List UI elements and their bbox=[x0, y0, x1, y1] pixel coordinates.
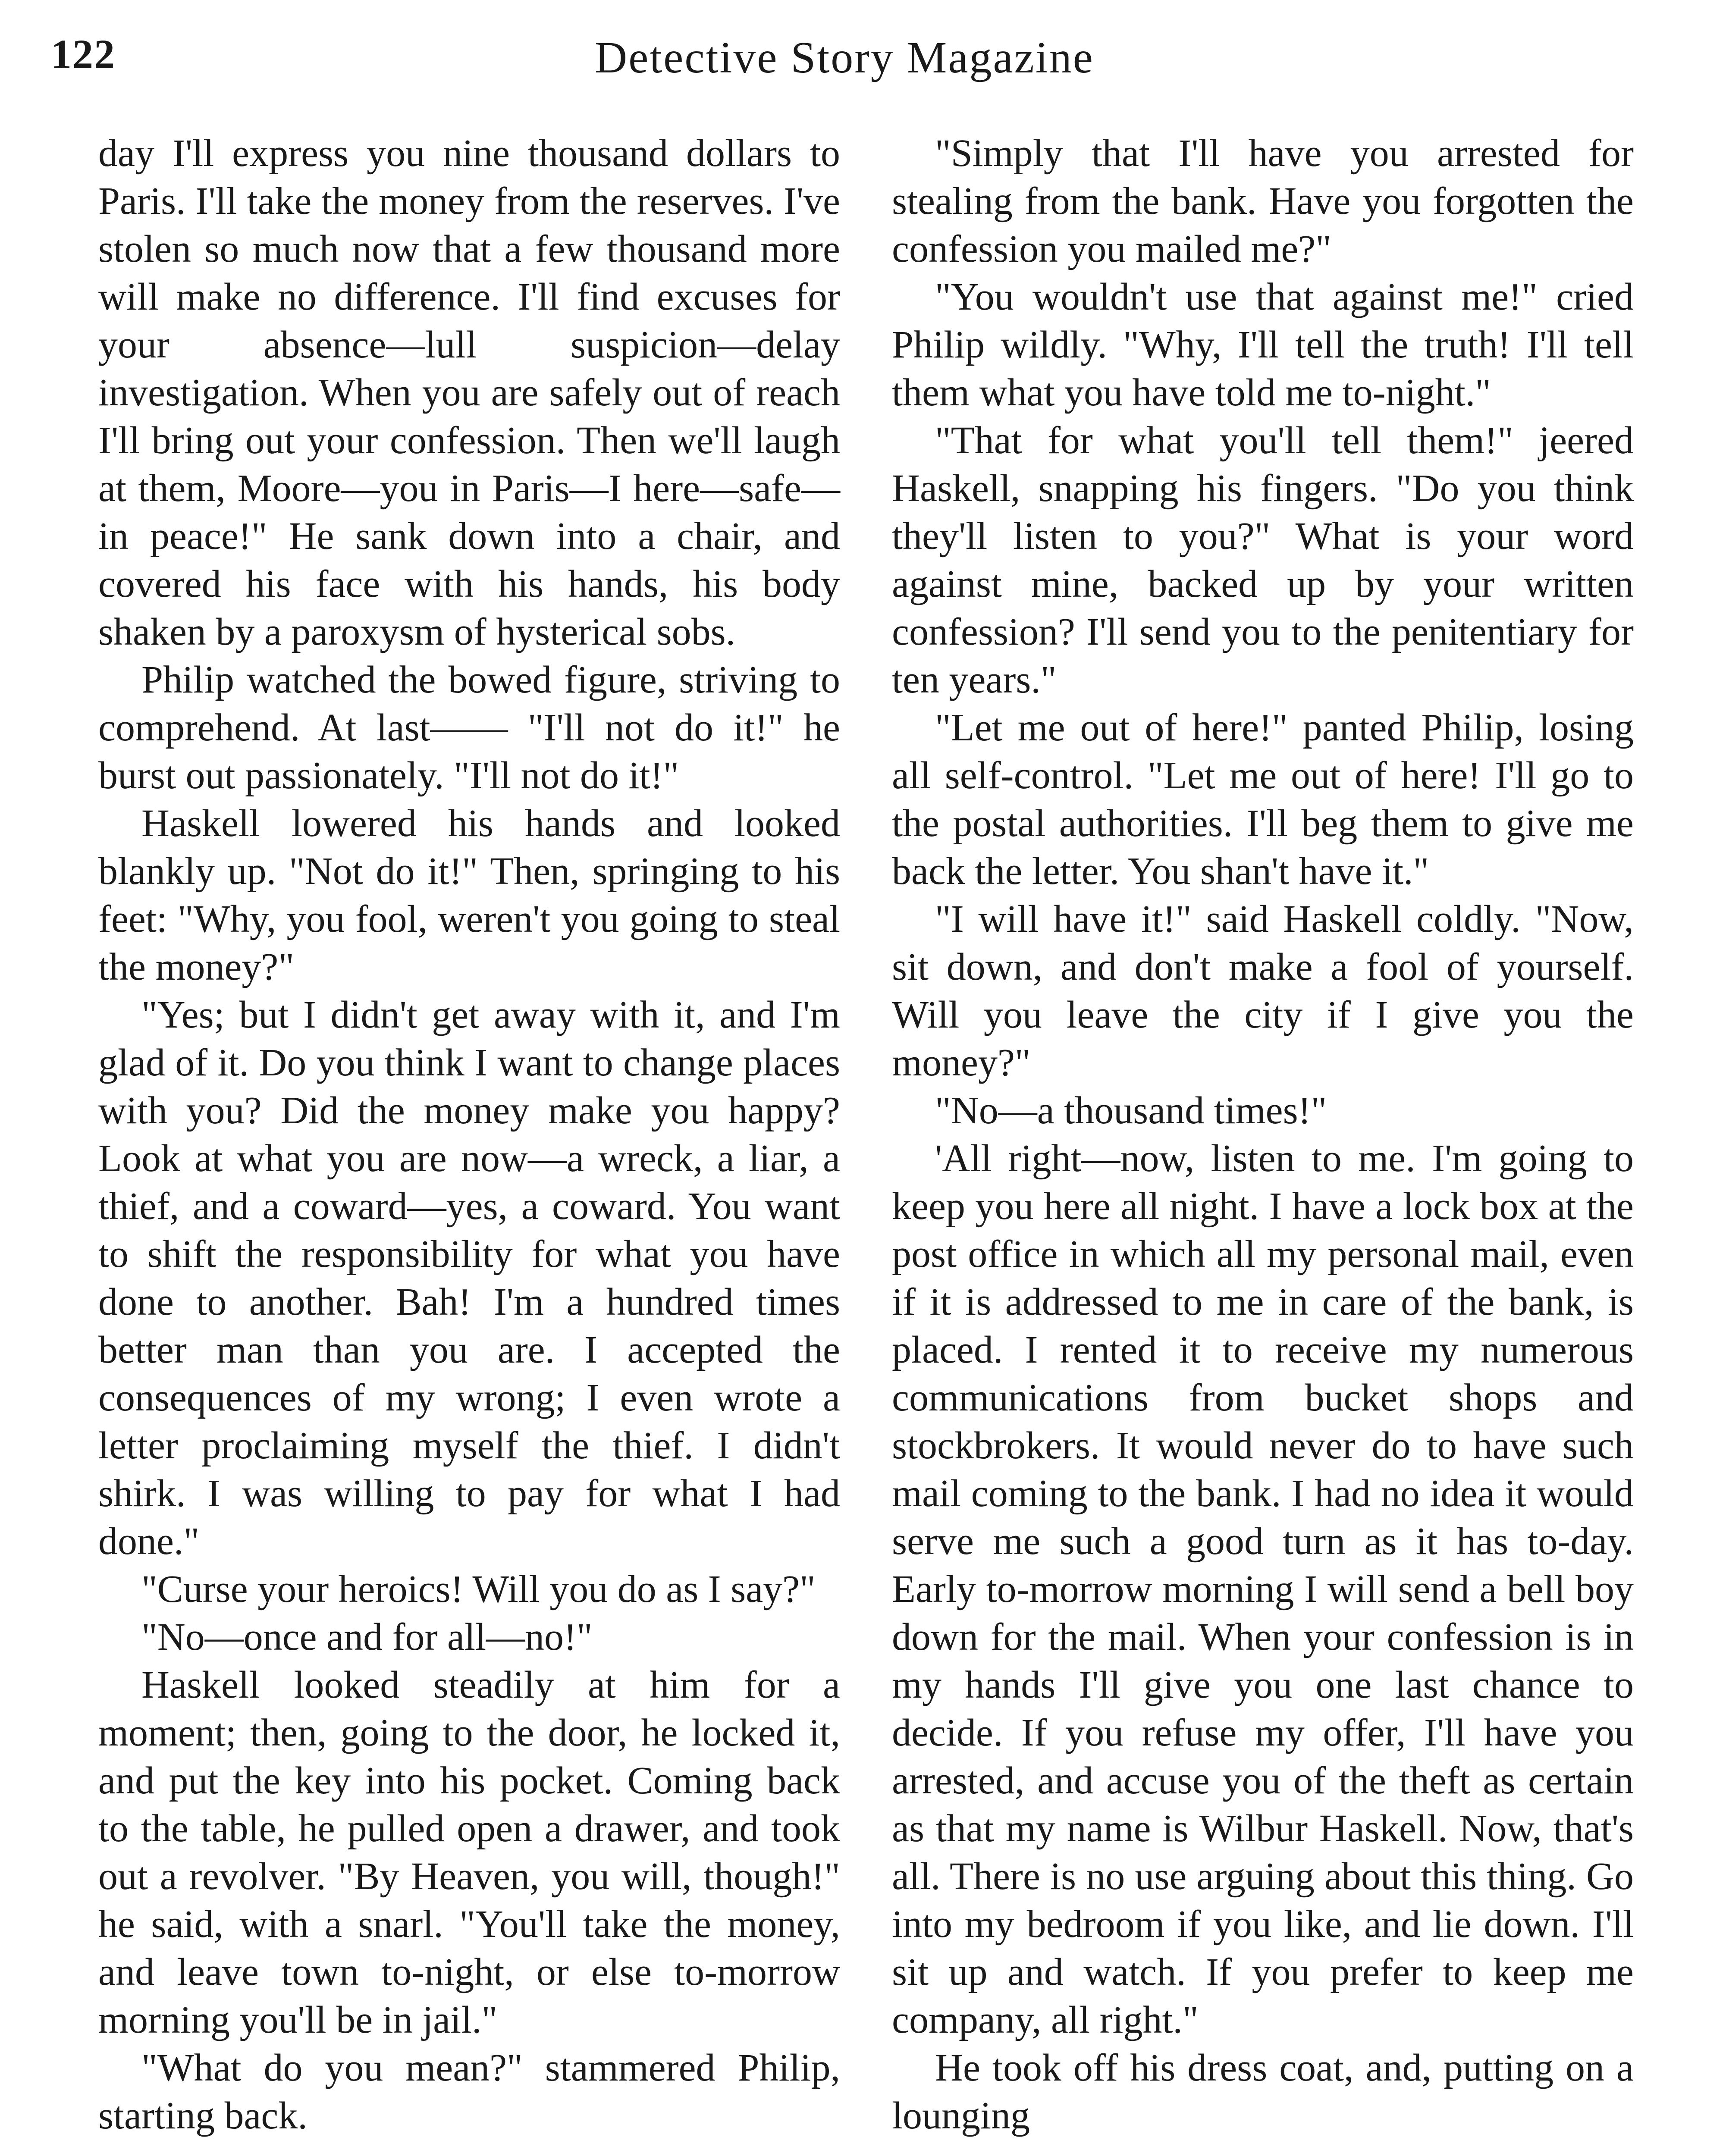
paragraph: "Let me out of here!" panted Philip, losing all self-control. "Let me out of here! I'll go to the postal authorities. I'll beg them to give me back the letter. You shan't have it." bbox=[892, 706, 1634, 893]
paragraph: Haskell looked steadily at him for a moment; then, going to the door, he locked it, and put the key into his pocket. Coming back to the table, he pulled open a drawer, and took out a revolver. "By Heaven, you will, though!" he said, with a snarl. "You'll take the money, and leave town to-night, or else to-morrow morning you'll be in jail." bbox=[98, 1664, 840, 2041]
paragraph: day I'll express you nine thousand dollars to Paris. I'll take the money from the reserves. I've stolen so much now that a few thousand more will make no difference. I'll find excuses for your absence—lull suspicion—delay investigation. When you are safely out of reach I'll bring out your confession. Then we'll laugh at them, Moore—you in Paris—I here—safe—in peace!" He sank down into a chair, and covered his face with his hands, his body shaken by a paroxysm of hysterical sobs. bbox=[98, 132, 840, 653]
paragraph: "That for what you'll tell them!" jeered Haskell, snapping his fingers. "Do you think they'll listen to you?" What is your word against mine, backed up by your written confession? I'll send you to the penitentiary for ten years." bbox=[892, 419, 1634, 701]
paragraph: "No—once and for all—no!" bbox=[141, 1616, 593, 1658]
paragraph: "I will have it!" said Haskell coldly. "Now, sit down, and don't make a fool of yourself. Will you leave the city if I give you the money?" bbox=[892, 898, 1634, 1084]
text-columns bbox=[98, 129, 1634, 2156]
paragraph: "What do you mean?" stammered Philip, starting back. bbox=[98, 2046, 840, 2137]
page-header bbox=[51, 26, 1638, 91]
paragraph: "No—a thousand times!" bbox=[935, 1089, 1327, 1132]
paragraph: 'All right—now, listen to me. I'm going to keep you here all night. I have a lock box at the post office in which all my personal mail, even if it is addressed to me in care of the bank, is placed. I rented it to receive my numerous communications from bucket shops and stockbrokers. It would never do to have such mail coming to the bank. I had no idea it would serve me such a good turn as it has to-day. Early to-morrow morning I will send a bell boy down for the mail. When your confession is in my hands I'll give you one last chance to decide. If you refuse my offer, I'll have you arrested, and accuse you of the theft as certain as that my name is Wilbur Haskell. Now, that's all. There is no use arguing about this thing. Go into my bedroom if you like, and lie down. I'll sit up and watch. If you prefer to keep me company, all right." bbox=[892, 1137, 1634, 2041]
paragraph: Haskell lowered his hands and looked blankly up. "Not do it!" Then, springing to his feet: "Why, you fool, weren't you going to steal the money?" bbox=[98, 802, 840, 988]
paragraph: "You wouldn't use that against me!" cried Philip wildly. "Why, I'll tell the truth! I'll tell them what you have told me to-night." bbox=[892, 276, 1634, 414]
paragraph: "Curse your heroics! Will you do as I say?" bbox=[141, 1568, 816, 1611]
paragraph: He took off his dress coat, and, putting on a lounging bbox=[892, 2046, 1634, 2137]
right-column bbox=[892, 129, 1634, 2140]
page-number: 122 bbox=[51, 31, 116, 77]
paragraph: "Yes; but I didn't get away with it, and I'm glad of it. Do you think I want to change places with you? Did the money make you happy? Look at what you are now—a wreck, a liar, a thief, and a coward—yes, a coward. You want to shift the responsibility for what you have done to another. Bah! I'm a hundred times better man than you are. I accepted the consequences of my wrong; I even wrote a letter proclaiming myself the thief. I didn't shirk. I was willing to pay for what I had done." bbox=[98, 993, 840, 1563]
paragraph: Philip watched the bowed figure, striving to comprehend. At last—— "I'll not do it!" he burst out passionately. "I'll not do it!" bbox=[98, 658, 840, 797]
running-title: Detective Story Magazine bbox=[595, 33, 1094, 82]
paragraph: "Simply that I'll have you arrested for stealing from the bank. Have you forgotten the confession you mailed me?" bbox=[892, 132, 1634, 270]
left-column bbox=[98, 129, 840, 2140]
